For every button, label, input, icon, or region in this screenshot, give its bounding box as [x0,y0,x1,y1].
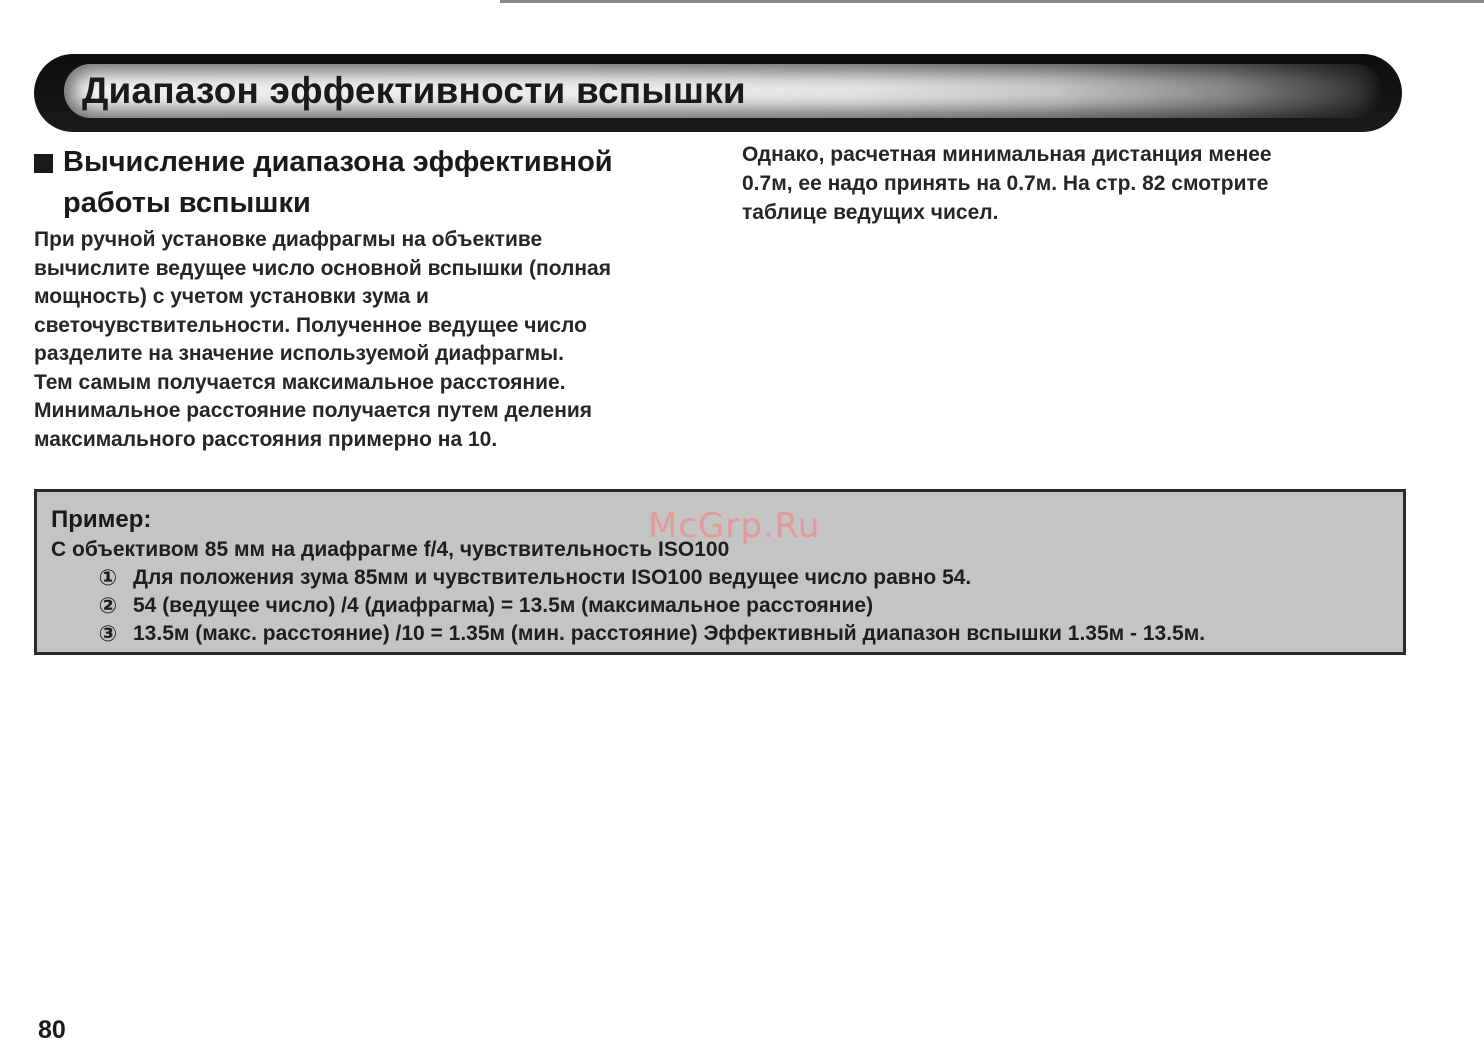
section-heading-text: Вычисление диапазона эффективной работы вспышки [63,146,613,219]
body-line: Однако, расчетная минимальная дистанция менее [742,143,1272,166]
circled-number-icon: ② [98,593,118,618]
top-rule [500,0,1484,3]
step-text: 54 (ведущее число) /4 (диафрагма) = 13.5м (максимальное расстояние) [133,594,874,617]
square-bullet-icon [34,154,53,173]
example-steps [51,564,1389,648]
body-line: Минимальное расстояние получается путем деления [34,399,593,422]
right-column [742,140,1382,227]
circled-number-icon: ① [98,565,118,590]
body-line: разделите на значение используемой диафрагмы. [34,342,564,365]
body-line: Тем самым получается максимальное расстояние. [34,370,566,394]
example-step [95,564,1389,592]
body-line: 0.7м, ее надо принять на 0.7м. На стр. 82 смотрите [742,172,1269,195]
circled-number-icon: ③ [98,621,118,646]
watermark: McGrp.Ru [648,506,821,546]
example-step [95,620,1389,648]
body-line: мощность) с учетом установки зума и [34,285,429,308]
body-line: максимального расстояния примерно на 10. [34,427,498,451]
step-text: Для положения зума 85мм и чувствительности ISO100 ведущее число равно 54. [133,566,972,589]
section-heading [34,142,694,224]
body-line: светочувствительности. Полученное ведущее число [34,313,587,337]
body-line: При ручной установке диафрагмы на объективе [34,228,543,251]
step-text: 13.5м (макс. расстояние) /10 = 1.35м (мин. расстояние) Эффективный диапазон вспышки 1.35м - 13.5м. [133,622,1206,645]
page-title: Диапазон эффективности вспышки [82,70,746,111]
body-line: вычислите ведущее число основной вспышки (полная [34,256,611,280]
left-column [34,142,694,454]
body-line: таблице ведущих чисел. [742,201,999,224]
example-step [95,592,1389,620]
example-title: Пример: [51,506,152,533]
example-intro: С объективом 85 мм на диафрагме f/4, чувствительность ISO100 [51,538,730,561]
section-body [34,226,694,454]
right-column-text [742,140,1382,227]
page-number: 80 [38,1016,66,1044]
